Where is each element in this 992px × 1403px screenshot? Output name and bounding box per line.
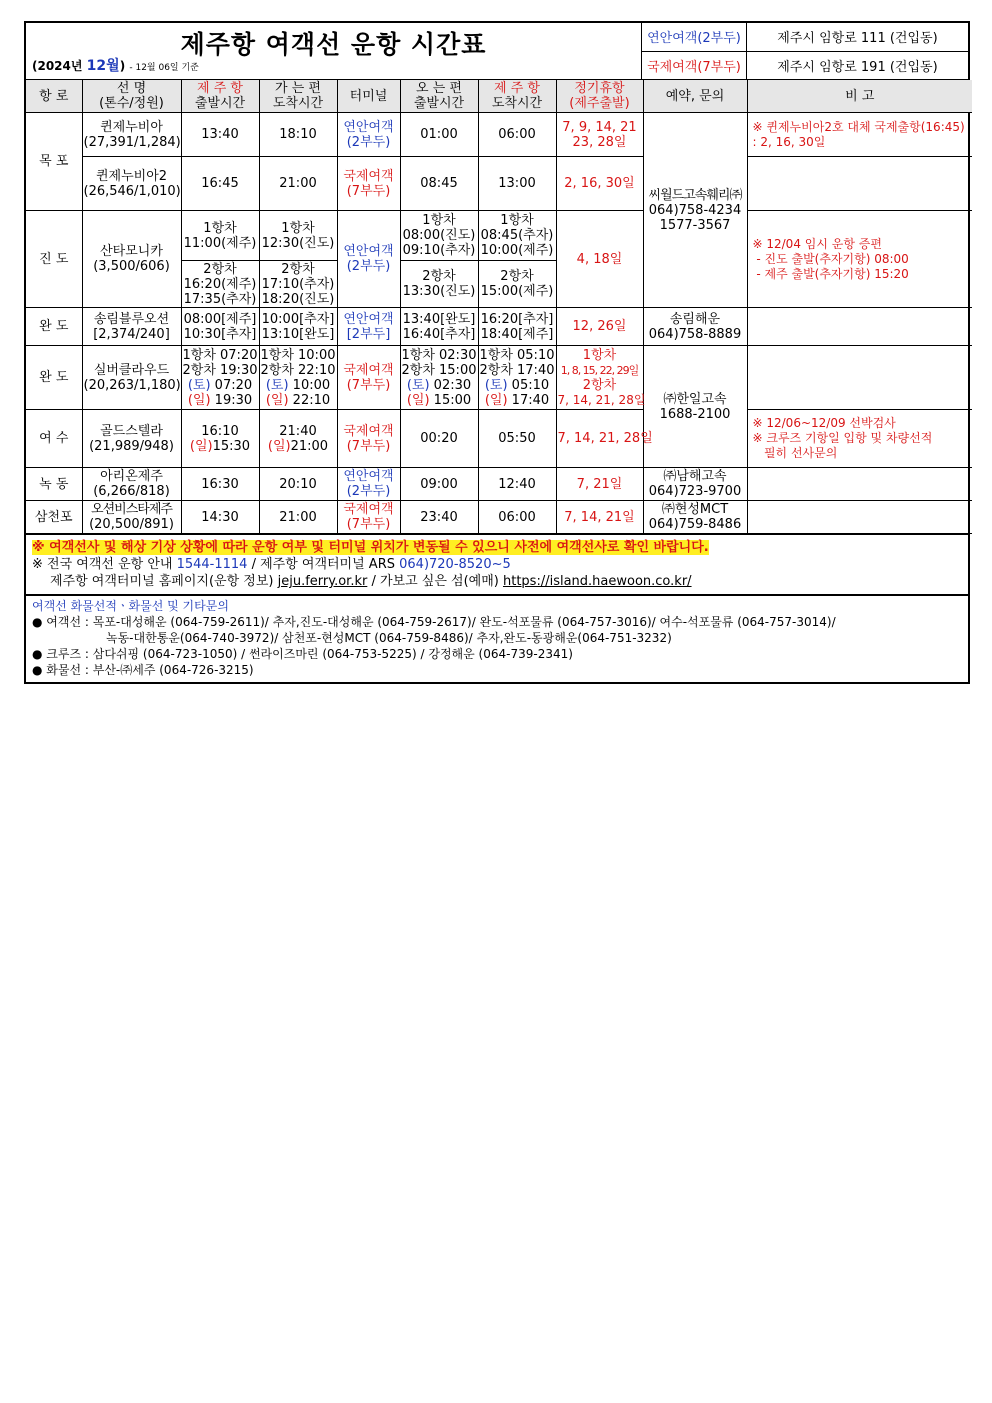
return-arrival-cell: 06:00	[478, 113, 556, 157]
header-regular-closure: 정기휴항 (제주출발)	[556, 80, 643, 113]
terminal-cell: 국제여객 (7부두)	[337, 346, 400, 410]
return-departure-cell: 08:45	[400, 157, 478, 211]
closure-cell: 12, 26일	[556, 308, 643, 346]
cruise-contacts: ● 크루즈 : 삼다쉬핑 (064-723-1050) / 썬라이즈마린 (064-753-5225) / 강정해운 (064-739-2341)	[32, 647, 573, 661]
remarks-cell	[747, 501, 972, 534]
return-arrival-cell: 1항차 05:10 2항차 17:40 (토) 05:10 (일) 17:40	[479, 347, 555, 408]
ship-cell: 산타모니카 (3,500/606)	[82, 211, 181, 308]
return-arrival-cell: 16:20[추자] 18:40[제주]	[478, 308, 556, 346]
contact-cell: 송림해운 064)758-8889	[643, 308, 747, 346]
contact-cell: ㈜한일고속 1688-2100	[643, 346, 747, 468]
departure-cell: 08:00[제주] 10:30[추자]	[181, 308, 259, 346]
table-row	[26, 308, 972, 346]
route-cell: 완 도	[26, 346, 82, 410]
info-phone: 1544-1114	[176, 557, 248, 572]
terminal-cell: 연안여객 (2부두)	[337, 211, 400, 308]
header-return-departure: 오 는 편 출발시간	[400, 80, 478, 113]
ship-cell: 송림블루오션 [2,374/240]	[82, 308, 181, 346]
remarks-cell	[747, 308, 972, 346]
page-title: 제주항 여객선 운항 시간표	[180, 30, 487, 59]
closure-cell: 7, 14, 21일	[556, 501, 643, 534]
contact-cell: 씨월드고속훼리㈜ 064)758-4234 1577-3567	[643, 113, 747, 308]
table-row	[26, 468, 972, 501]
table-header-row	[26, 80, 972, 113]
closure-cell: 1항차 1, 8, 15, 22, 29일 2항차 7, 14, 21, 28일	[556, 346, 643, 410]
header-route: 항 로	[26, 80, 82, 113]
return-arrival-cell: 06:00	[478, 501, 556, 534]
return-departure-cell: 1항차 02:30 2항차 15:00 (토) 02:30 (일) 15:00	[401, 347, 477, 408]
terminal-cell: 국제여객 (7부두)	[337, 410, 400, 468]
schedule-table	[26, 80, 972, 534]
return-arrival-cell: 1항차 08:45(추자) 10:00(제주)	[478, 211, 556, 261]
return-departure-cell: 00:20	[400, 410, 478, 468]
departure-cell: 16:30	[181, 468, 259, 501]
header-outbound-arrival: 가 는 편 도착시간	[259, 80, 337, 113]
arrival-cell: 21:00	[259, 157, 337, 211]
closure-cell: 7, 9, 14, 21 23, 28일	[556, 113, 643, 157]
terminal-cell: 연안여객 (2부두)	[337, 468, 400, 501]
route-cell: 목 포	[26, 113, 82, 211]
terminal-name: 국제여객(7부두)	[642, 52, 747, 80]
arrival-cell: 18:10	[259, 113, 337, 157]
terminal-address: 제주시 임항로 191 (건입동)	[777, 59, 938, 75]
warning-line	[32, 539, 962, 556]
timetable-sheet	[24, 21, 970, 684]
remarks-cell: ※ 12/06~12/09 선박검사 ※ 크루즈 기항일 입항 및 차량선적 필히 선사문의	[747, 410, 972, 468]
departure-cell: 2항차 16:20(제주) 17:35(추자)	[181, 261, 259, 308]
departure-cell: 1항차 07:20 2항차 19:30 (토) 07:20 (일) 19:30	[182, 347, 258, 408]
return-departure-cell: 1항차 08:00(진도) 09:10(추자)	[400, 211, 478, 261]
warning-text: ※ 여객선사 및 해상 기상 상황에 따라 운항 여부 및 터미널 위치가 변동될 수 있으니 사전에 여객선사로 확인 바랍니다.	[32, 540, 709, 555]
terminal-cell: 연안여객 (2부두)	[337, 113, 400, 157]
remarks-cell	[747, 157, 972, 211]
terminal-cell: 연안여객 [2부두]	[337, 308, 400, 346]
arrival-cell: 21:40 (일)21:00	[259, 410, 337, 468]
closure-cell: 2, 16, 30일	[556, 157, 643, 211]
table-row	[26, 157, 972, 211]
header-jeju-arrival: 제 주 항 도착시간	[478, 80, 556, 113]
footer-notice	[26, 534, 968, 594]
remarks-cell: ※ 퀸제누비아2호 대체 국제출항(16:45) : 2, 16, 30일	[747, 113, 972, 157]
contact-cell: ㈜남해고속 064)723-9700	[643, 468, 747, 501]
passenger-contacts-cont: 녹동-대한통운(064-740-3972)/ 삼천포-현성MCT (064-759-8486)/ 추자,완도-동광해운(064-751-3232)	[106, 631, 672, 645]
terminal-cell: 국제여객 (7부두)	[337, 157, 400, 211]
ship-cell: 퀸제누비아2 (26,546/1,010)	[82, 157, 181, 211]
departure-cell: 16:10 (일)15:30	[181, 410, 259, 468]
arrival-cell: 2항차 17:10(추자) 18:20(진도)	[259, 261, 337, 308]
as-of-date	[32, 55, 199, 75]
arrival-cell: 1항차 12:30(진도)	[259, 211, 337, 261]
route-cell: 삼천포	[26, 501, 82, 534]
table-row	[26, 501, 972, 534]
terminal-row	[642, 51, 968, 80]
ship-cell: 실버클라우드 (20,263/1,180)	[82, 346, 181, 410]
departure-cell: 13:40	[181, 113, 259, 157]
contacts-title: 여객선 화물선적ㆍ화물선 및 기타문의	[32, 599, 229, 613]
title-area	[26, 23, 642, 79]
return-arrival-cell: 2항차 15:00(제주)	[478, 261, 556, 308]
route-cell: 여 수	[26, 410, 82, 468]
return-departure-cell: 13:40[완도] 16:40[추자]	[400, 308, 478, 346]
header-terminal: 터미널	[337, 80, 400, 113]
island-booking-link[interactable]: https://island.haewoon.co.kr/	[502, 574, 692, 589]
return-arrival-cell: 12:40	[478, 468, 556, 501]
homepage-line: 제주항 여객터미널 홈페이지(운항 정보) jeju.ferry.or.kr / 가보고 싶은 섬(예매) https://island.haewoon.co.kr/	[50, 574, 692, 589]
return-departure-cell: 01:00	[400, 113, 478, 157]
terminal-addresses	[642, 23, 968, 79]
info-line: ※ 전국 여객선 운항 안내 1544-1114 / 제주항 여객터미널 ARS 064)720-8520~5	[32, 557, 511, 572]
closure-cell: 4, 18일	[556, 211, 643, 308]
return-departure-cell: 2항차 13:30(진도)	[400, 261, 478, 308]
as-of-year: (2024년	[32, 59, 83, 73]
ship-cell: 골드스텔라 (21,989/948)	[82, 410, 181, 468]
terminal-name: 연안여객(2부두)	[642, 23, 747, 51]
arrival-cell: 10:00[추자] 13:10[완도]	[259, 308, 337, 346]
departure-cell: 14:30	[181, 501, 259, 534]
arrival-cell: 1항차 10:00 2항차 22:10 (토) 10:00 (일) 22:10	[260, 347, 336, 408]
terminal-cell: 국제여객 (7부두)	[337, 501, 400, 534]
as-of-note: - 12월 06일 기준	[129, 63, 199, 73]
ferry-homepage-link[interactable]: jeju.ferry.or.kr	[277, 574, 368, 589]
ship-cell: 오션비스타제주 (20,500/891)	[82, 501, 181, 534]
remarks-cell	[747, 468, 972, 501]
contact-cell: ㈜현성MCT 064)759-8486	[643, 501, 747, 534]
arrival-cell: 21:00	[259, 501, 337, 534]
cargo-contacts: ● 화물선 : 부산-㈜세주 (064-726-3215)	[32, 663, 254, 677]
ship-cell: 아리온제주 (6,266/818)	[82, 468, 181, 501]
return-departure-cell: 09:00	[400, 468, 478, 501]
departure-cell: 1항차 11:00(제주)	[181, 211, 259, 261]
route-cell: 진 도	[26, 211, 82, 308]
route-cell: 완 도	[26, 308, 82, 346]
passenger-contacts: ● 여객선 : 목포-대성해운 (064-759-2611)/ 추자,진도-대성해운 (064-759-2617)/ 완도-석포물류 (064-757-3016)/ 여수-석포물류 (064-757-3014)/	[32, 615, 836, 629]
departure-cell: 16:45	[181, 157, 259, 211]
route-cell: 녹 동	[26, 468, 82, 501]
table-row	[26, 113, 972, 157]
header-remarks: 비 고	[747, 80, 972, 113]
remarks-cell: ※ 12/04 임시 운항 증편 - 진도 출발(추자기항) 08:00 - 제주 출발(추자기항) 15:20	[747, 211, 972, 308]
terminal-address: 제주시 임항로 111 (건입동)	[777, 31, 938, 47]
remarks-cell	[747, 346, 972, 410]
table-row	[26, 211, 972, 261]
ars-phone: 064)720-8520~5	[399, 557, 511, 572]
table-row	[26, 346, 972, 410]
terminal-row	[642, 23, 968, 51]
return-arrival-cell: 13:00	[478, 157, 556, 211]
return-departure-cell: 23:40	[400, 501, 478, 534]
closure-cell: 7, 14, 21, 28일	[556, 410, 643, 468]
as-of-month: 12월	[86, 58, 120, 74]
as-of-close: )	[119, 59, 126, 73]
ship-cell: 퀸제누비아 (27,391/1,284)	[82, 113, 181, 157]
header-contact: 예약, 문의	[643, 80, 747, 113]
contacts-section	[26, 594, 968, 682]
header-area	[26, 23, 968, 80]
closure-cell: 7, 21일	[556, 468, 643, 501]
table-row	[26, 410, 972, 468]
header-ship: 선 명 (톤수/정원)	[82, 80, 181, 113]
header-jeju-departure: 제 주 항 출발시간	[181, 80, 259, 113]
return-arrival-cell: 05:50	[478, 410, 556, 468]
arrival-cell: 20:10	[259, 468, 337, 501]
